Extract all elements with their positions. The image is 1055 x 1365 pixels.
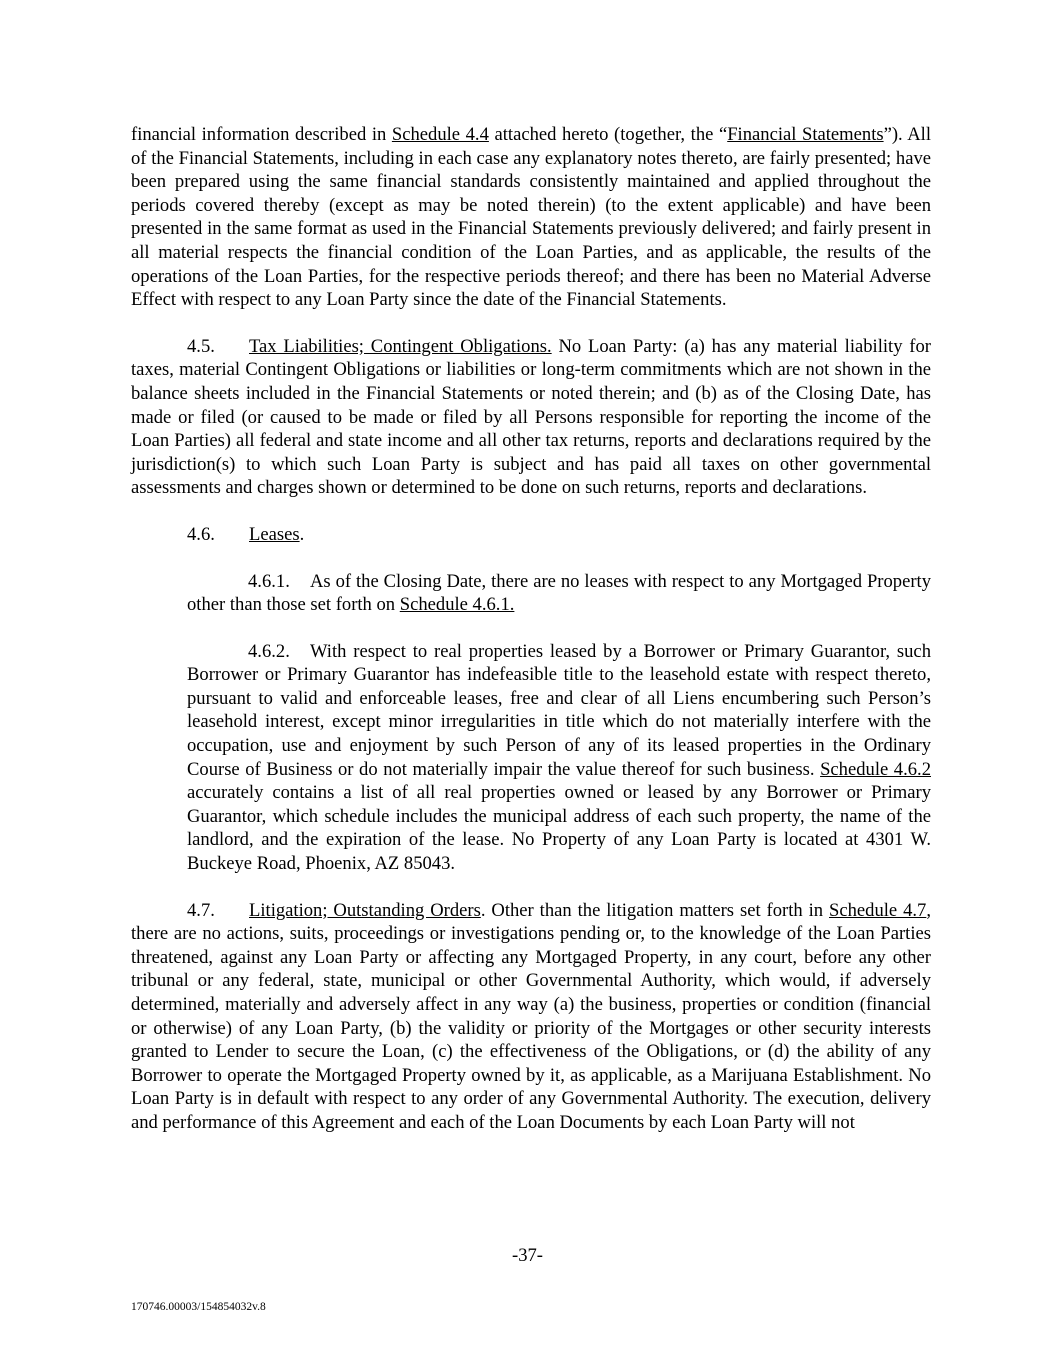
section-heading: Litigation; Outstanding Orders [249, 899, 481, 921]
text-run: . [299, 523, 305, 545]
section-body: accurately contains a list of all real properties owned or leased by any Borrower or Primary Guarantor, which schedule includes the municipal address of each such property, the name of the landlord, and the expiration of the lease. No Property of any Loan Party is located at 4301 W. Buckeye Road, Phoenix, AZ 85043. [187, 782, 931, 875]
section-heading: Leases [249, 523, 300, 545]
section-number: 4.6.1. [248, 570, 290, 592]
page-number: -37- [512, 1245, 543, 1266]
text-run: attached hereto (together, the “ [488, 124, 728, 145]
section-4-6 [131, 523, 931, 547]
schedule-4-7-reference: Schedule 4.7 [829, 899, 927, 921]
section-number: 4.6.2. [248, 640, 290, 662]
section-number: 4.7. [187, 899, 215, 921]
financial-statements-term: Financial Statements [727, 124, 884, 145]
paragraph-financial-statements [131, 123, 931, 312]
section-4-5 [131, 335, 931, 500]
schedule-4-6-1-reference: Schedule 4.6.1. [399, 594, 515, 616]
section-number: 4.5. [187, 335, 215, 357]
schedule-4-6-2-reference: Schedule 4.6.2 [820, 758, 931, 780]
section-body: With respect to real properties leased by a Borrower or Primary Guarantor, such Borrower or Primary Guarantor has indefeasible title to the leasehold estate with respect thereto, pursuant to valid and enforceable leases, free and clear of all Liens encumbering such Person’s leasehold interest, except minor irregularities in title which do not materially interfere with the occupation, use and enjoyment by such Person of any of its leased properties in the Ordinary Course of Business or do not materially impair the value thereof for such business. [187, 640, 931, 780]
text-run: financial information described in [131, 124, 392, 145]
section-4-6-1 [187, 570, 931, 617]
text-run: ”). All of the Financial Statements, including in each case any explanatory notes thereto, are fairly presented; have been prepared using the same financial standards consistently maintained and applied throughout the periods covered thereby (except as may be noted therein) (to the extent applicable) and have been presented in the same format as used in the Financial Statements previously delivered; and fairly present in all material respects the financial condition of the Loan Parties, and as applicable, the results of the operations of the Loan Parties, for the respective periods thereof; and there has been no Material Adverse Effect with respect to any Loan Party since the date of the Financial Statements. [131, 124, 932, 311]
text-run: . Other than the litigation matters set forth in [480, 899, 830, 921]
section-4-6-2 [187, 640, 931, 876]
section-body: No Loan Party: (a) has any material liability for taxes, material Contingent Obligations or liabilities or long-term commitments which are not shown in the balance sheets included in the Financial Statements or noted therein; and (b) as of the Closing Date, has made or filed (or caused to be made or filed by all Persons responsible for reporting the income of the Loan Parties) all federal and state income and all other tax returns, reports and declarations required by the jurisdiction(s) to which such Loan Party is subject and has paid all taxes on other governmental assessments and charges shown or determined to be done on such returns, reports and declarations. [131, 335, 931, 499]
document-body [131, 123, 931, 1135]
section-number: 4.6. [187, 523, 215, 545]
section-body: , there are no actions, suits, proceedings or investigations pending or, to the knowledge of the Loan Parties threatened, against any Loan Party or affecting any Mortgaged Property, in any court, before any other tribunal or any federal, state, municipal or other Governmental Authority, which would, if adversely determined, materially and adversely affect in any way (a) the business, properties or condition (financial or otherwise) of any Loan Party, (b) the validity or priority of the Mortgages or other security interests granted to Lender to secure the Loan, (c) the effectiveness of the Obligations, or (d) the ability of any Borrower to operate the Mortgaged Property owned by it, as applicable, as a Marijuana Establishment. No Loan Party is in default with respect to any order of any Governmental Authority. The execution, delivery and performance of this Agreement and each of the Loan Documents by each Loan Party will not [131, 899, 931, 1133]
section-4-7 [131, 899, 931, 1135]
schedule-4-4-reference: Schedule 4.4 [391, 124, 489, 145]
section-body: As of the Closing Date, there are no leases with respect to any Mortgaged Property other than those set forth on [187, 570, 931, 616]
section-heading: Tax Liabilities; Contingent Obligations. [249, 335, 552, 357]
document-id: 170746.00003/154854032v.8 [131, 1301, 266, 1313]
